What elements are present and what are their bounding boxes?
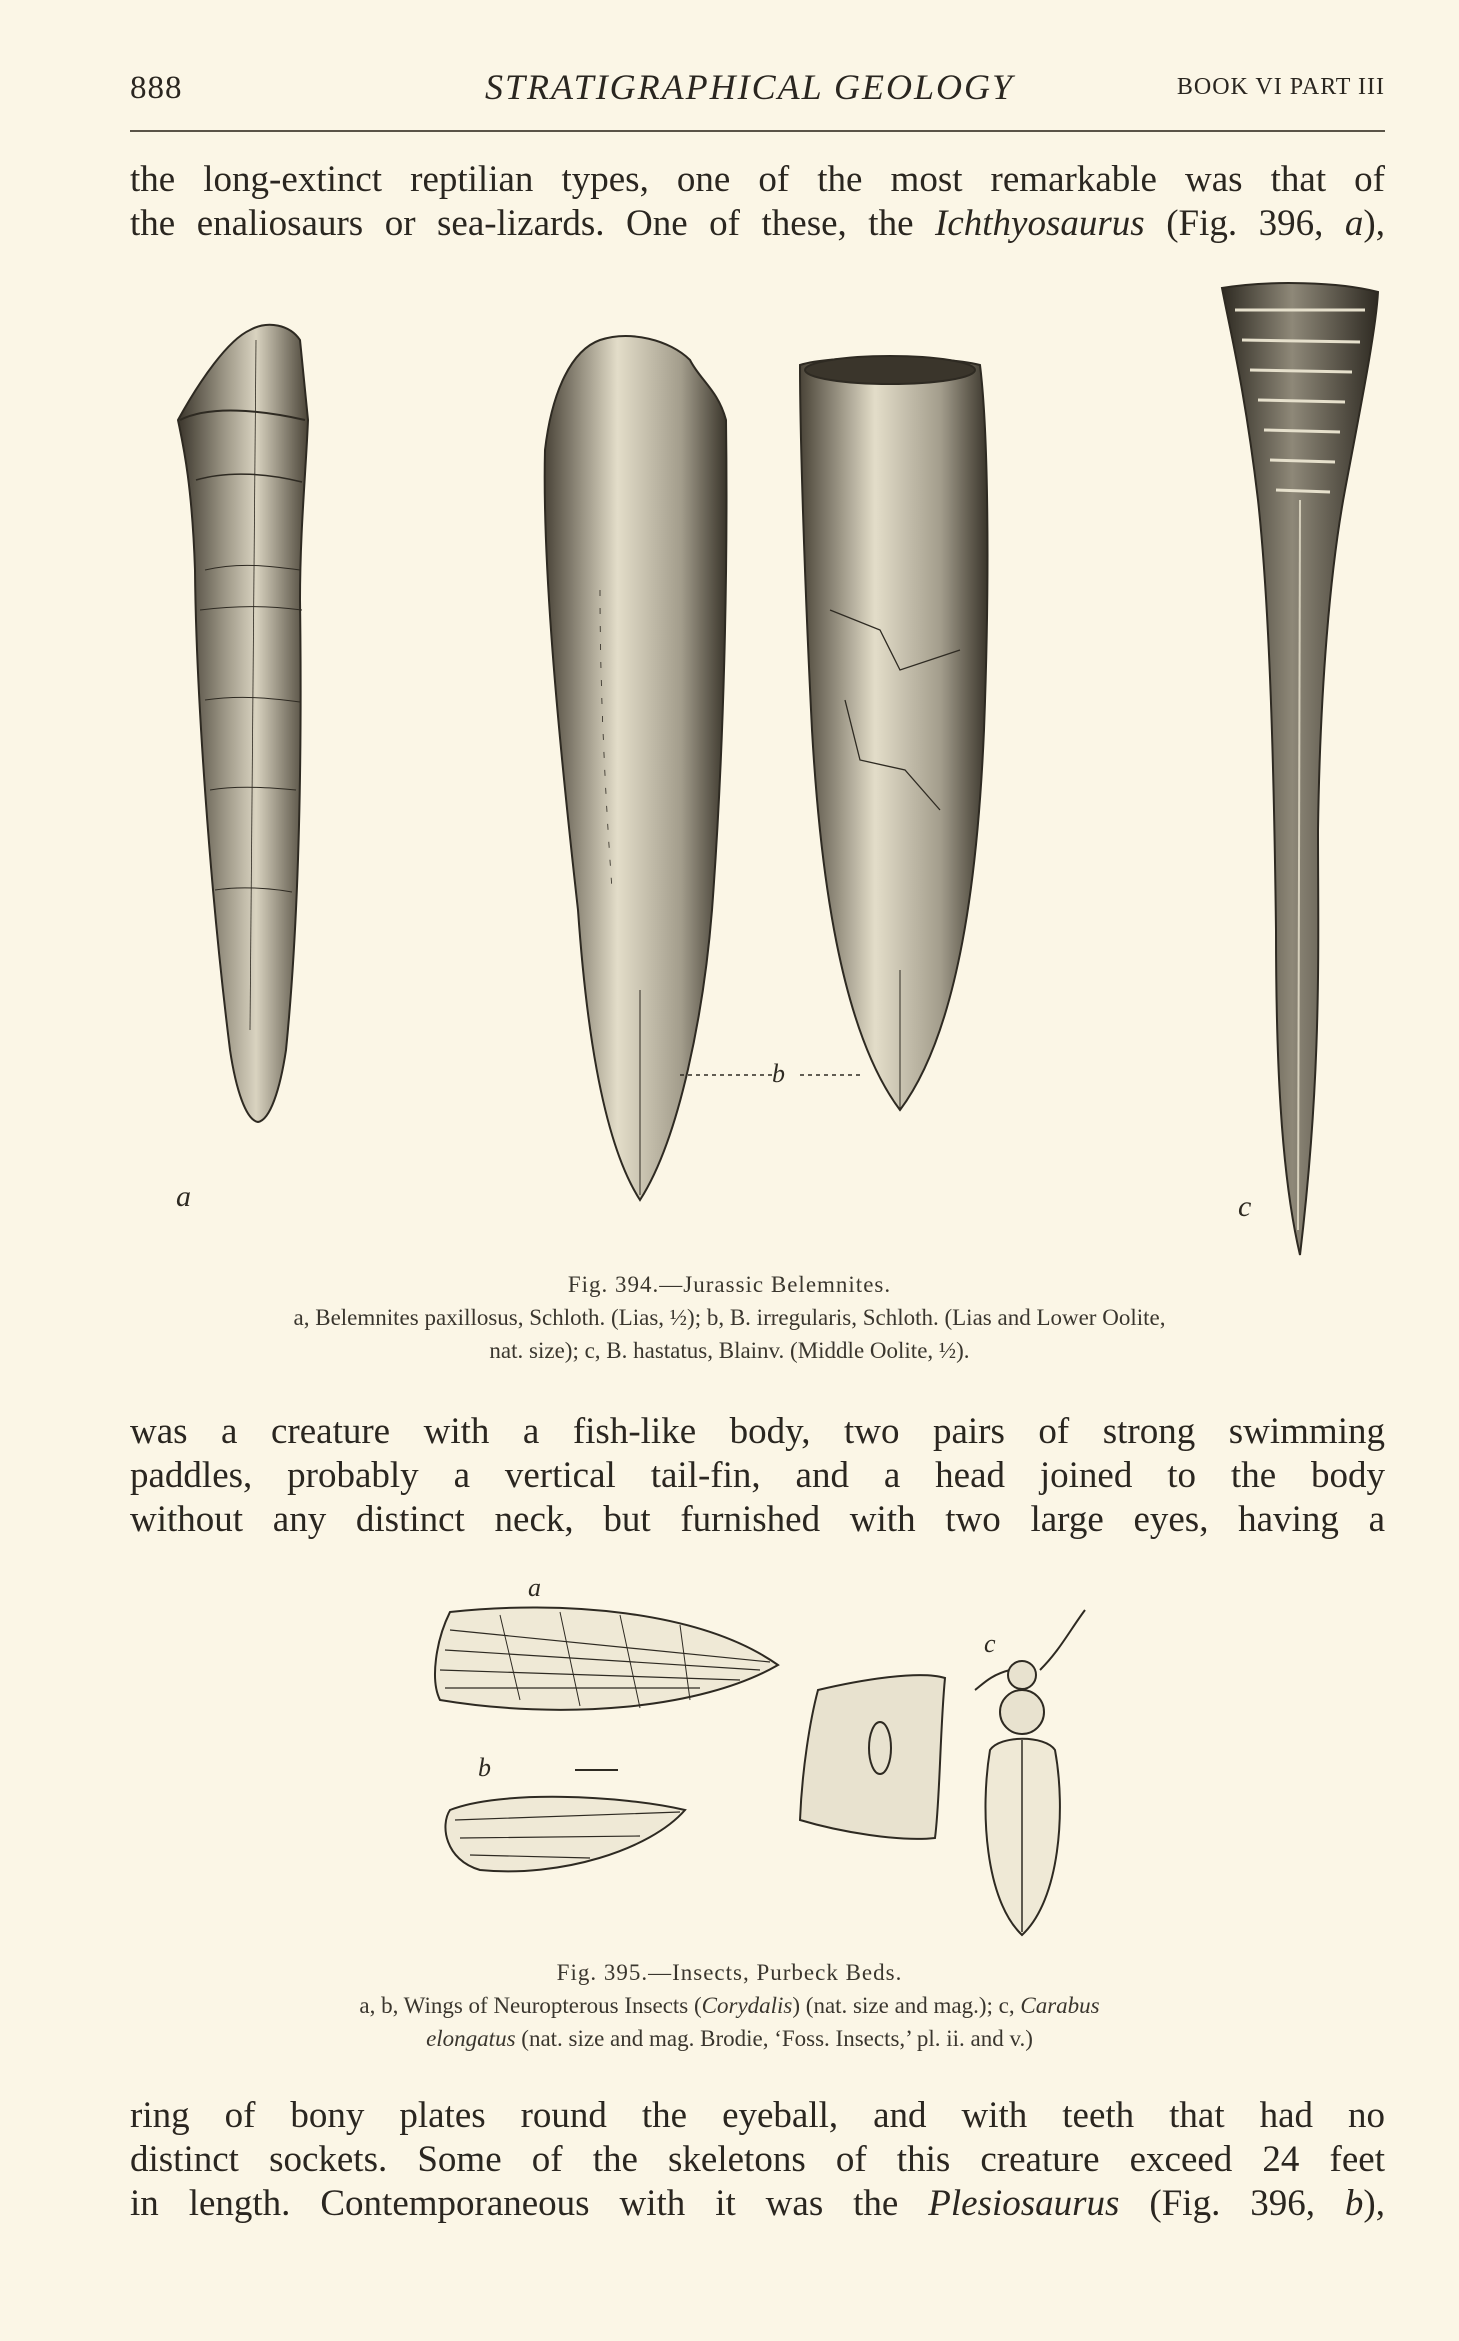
figure-395-caption [0,1956,1459,2055]
paragraph-1 [130,158,1385,246]
para2-line2: paddles, probably a vertical tail-fin, and a head joined to the body [130,1455,1385,1496]
insect-a-label: a [528,1573,541,1602]
running-title: STRATIGRAPHICAL GEOLOGY [485,67,1015,107]
page-number: 888 [130,70,183,106]
insect-c-label: c [984,1629,996,1658]
para1-line2-text: the enaliosaurs or sea-lizards. One of these, the [130,203,936,244]
figure-394-caption [0,1268,1459,1367]
fig394-caption-title: Fig. 394.—Jurassic Belemnites. [567,1272,892,1297]
figure-394-belemnites [0,270,1459,1260]
carabus-term: Carabus [1020,1993,1100,2018]
paragraph-3 [130,2094,1385,2226]
figure-395-insects [0,1570,1459,1950]
paragraph-2 [130,1410,1385,1542]
fig395-caption-line2-post: (nat. size and mag. Brodie, ‘Foss. Insects,’ pl. ii. and v.) [515,2026,1033,2051]
fig395-caption-line1-pre: a, b, Wings of Neuropterous Insects ( [359,1993,702,2018]
wing-a-drawing [435,1607,778,1709]
wing-b-drawing [445,1797,685,1872]
header-rule [130,130,1385,132]
para1-line2 [130,202,1385,246]
section-label: BOOK VI PART III [1176,74,1385,100]
para1-line2-ref-letter: a [1344,203,1364,244]
para3-line3-text: in length. Contemporaneous with it was the [130,2183,929,2224]
fig395-caption-line2 [0,2022,1459,2055]
belemnite-b-left-drawing [545,336,727,1200]
belemnite-a-label: a [176,1180,191,1213]
belemnite-c-label: c [1238,1190,1252,1223]
insect-b-label: b [478,1753,491,1782]
para3-line2: distinct sockets. Some of the skeletons of this creature exceed 24 feet [130,2139,1385,2180]
fig395-caption-line1-mid: ) (nat. size and mag.); c, [792,1993,1021,2018]
page-header [130,62,1385,116]
para3-line1: ring of bony plates round the eyeball, and with teeth that had no [130,2095,1385,2136]
para3-line3-end: ), [1363,2183,1385,2224]
fossil-slab-drawing [800,1675,945,1839]
para3-line3-ref-letter: b [1344,2183,1364,2224]
ichthyosaurus-term: Ichthyosaurus [935,203,1145,244]
para3-line3 [130,2182,1385,2226]
para3-line3-ref: (Fig. 396, [1119,2183,1345,2224]
para2-line3: without any distinct neck, but furnished with two large eyes, having a [130,1499,1385,1540]
belemnite-b-label: b [772,1059,785,1088]
fig395-caption-title: Fig. 395.—Insects, Purbeck Beds. [556,1960,903,1985]
para1-line1: the long-extinct reptilian types, one of the most remarkable was that of [130,159,1385,200]
para1-line2-ref: (Fig. 396, [1144,203,1345,244]
para1-line2-end: ), [1363,203,1385,244]
fig394-caption-line1: a, Belemnites paxillosus, Schloth. (Lias, ½); b, B. irregularis, Schloth. (Lias and Lower Oolite, [293,1305,1166,1330]
corydalis-term: Corydalis [701,1993,793,2018]
elongatus-term: elongatus [426,2026,516,2051]
fig394-caption-line2: nat. size); c, B. hastatus, Blainv. (Middle Oolite, ½). [489,1338,970,1363]
plesiosaurus-term: Plesiosaurus [928,2183,1120,2224]
beetle-c-drawing [975,1610,1085,1935]
para2-line1: was a creature with a fish-like body, two pairs of strong swimming [130,1411,1385,1452]
belemnite-a-drawing [178,325,308,1122]
belemnite-b-right-drawing [800,356,987,1110]
belemnite-c-drawing [1222,283,1378,1255]
fig395-caption-line1 [0,1989,1459,2022]
